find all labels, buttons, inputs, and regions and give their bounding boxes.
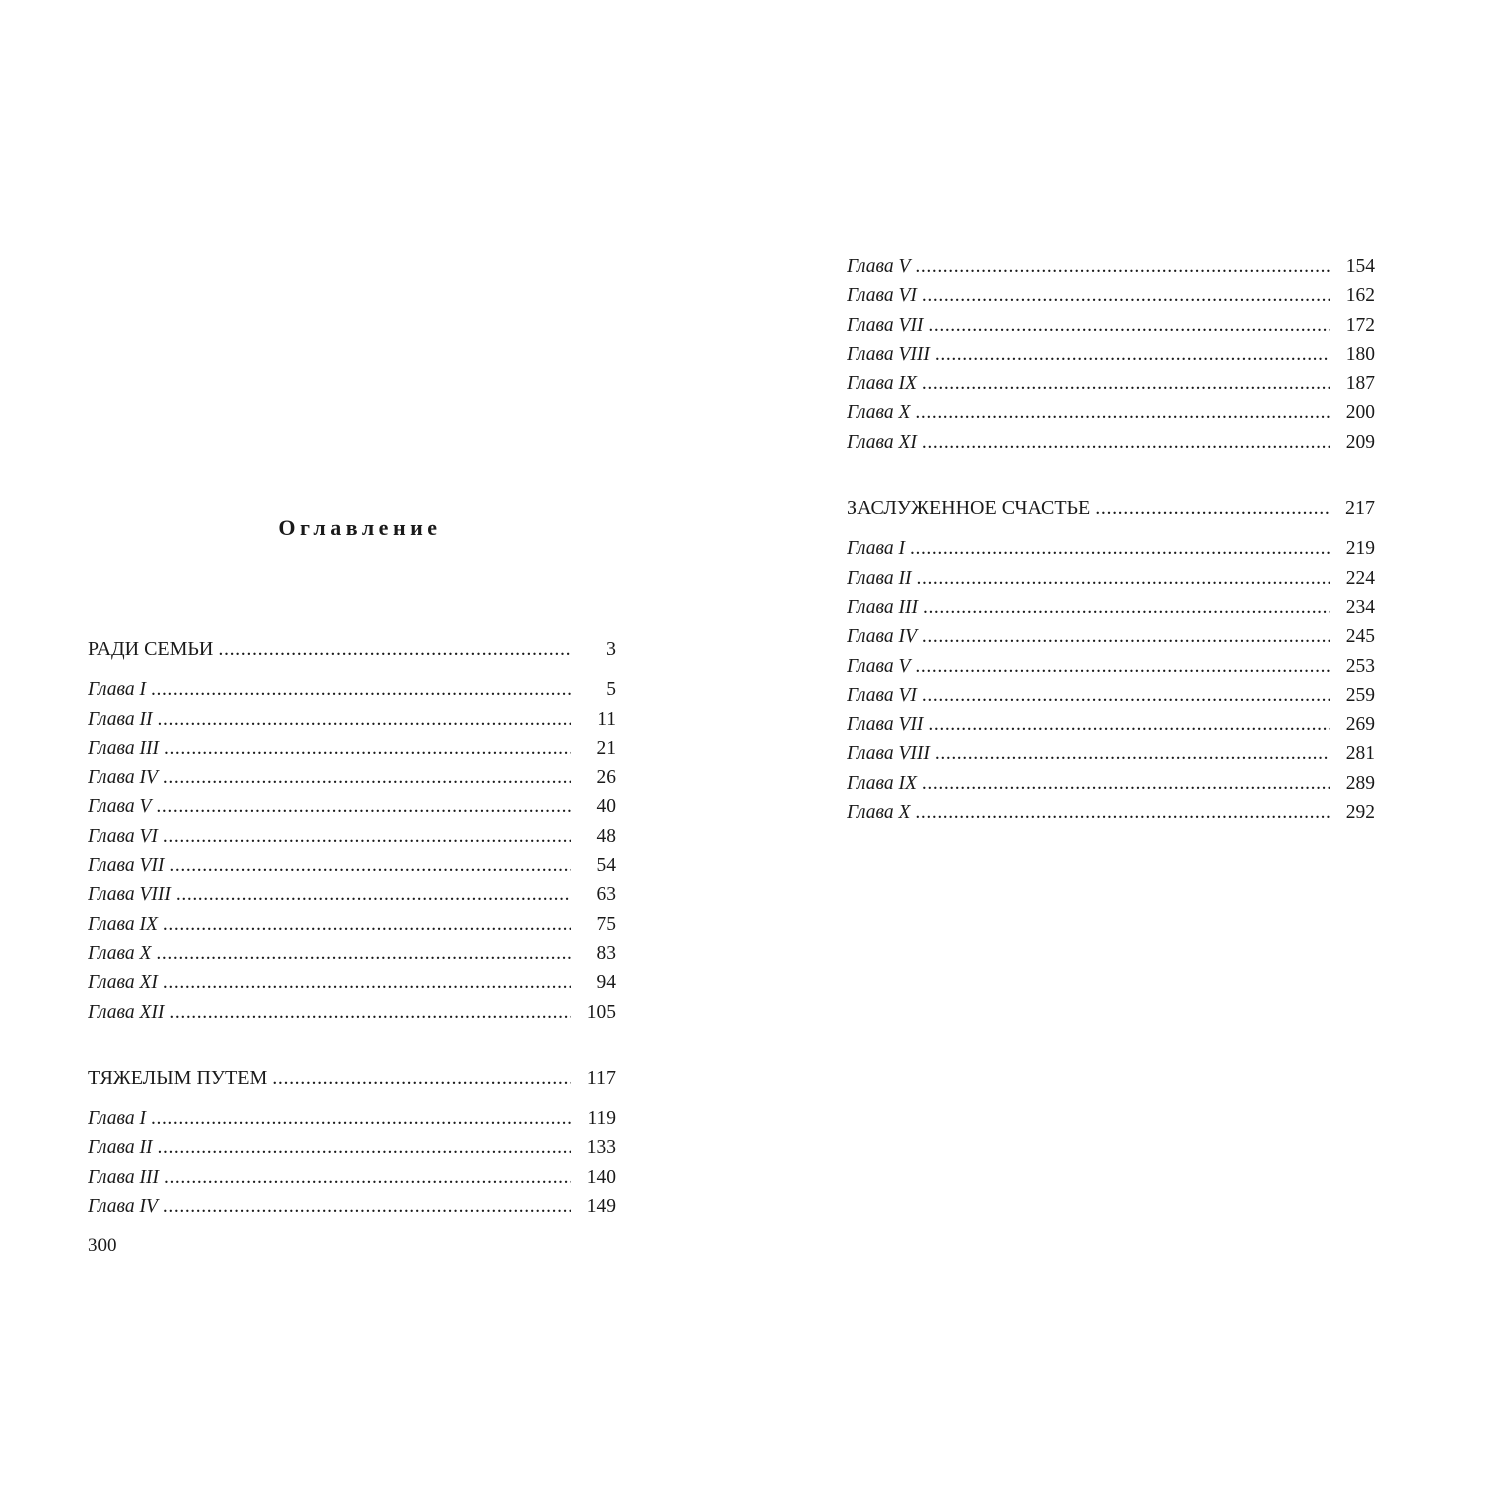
page-number-ref: 21 — [596, 737, 616, 759]
page-number-ref: 209 — [1345, 431, 1375, 453]
page-number-ref: 200 — [1345, 402, 1375, 424]
toc-entry-main — [847, 681, 1335, 710]
toc-entry-main — [847, 593, 1335, 622]
toc-chapter-entry — [88, 675, 632, 704]
dot-leader — [922, 428, 1330, 457]
page-number-ref: 40 — [596, 796, 616, 818]
dot-leader — [169, 851, 571, 880]
part-title: РАДИ СЕМЬИ — [88, 638, 214, 660]
toc-chapter-entry — [847, 798, 1391, 827]
dot-leader — [158, 705, 572, 734]
chapter-title: Глава II — [88, 708, 153, 730]
page-number-ref: 281 — [1345, 743, 1375, 765]
toc-chapter-entry — [847, 652, 1391, 681]
toc-chapter-entry — [88, 1192, 632, 1221]
page-number-ref: 75 — [596, 913, 616, 935]
chapter-title: Глава I — [88, 1108, 146, 1130]
toc-entry-main — [88, 635, 576, 664]
chapter-title: Глава III — [88, 1166, 159, 1188]
toc-chapter-entry — [88, 939, 632, 968]
toc-entry-main — [88, 675, 576, 704]
chapter-title: Глава XII — [88, 1001, 165, 1023]
dot-leader — [163, 910, 571, 939]
toc-entry-main — [88, 939, 576, 968]
toc-entry-main — [88, 1163, 576, 1192]
page-number-ref: 149 — [586, 1196, 616, 1218]
dot-leader — [176, 880, 571, 909]
toc-entry-main — [847, 494, 1335, 523]
page-number-ref: 133 — [586, 1137, 616, 1159]
page-number-ref: 259 — [1345, 684, 1375, 706]
chapter-title: Глава I — [847, 538, 905, 560]
chapter-title: Глава V — [88, 796, 152, 818]
toc-entry-main — [88, 1064, 576, 1093]
chapter-title: Глава XI — [88, 972, 158, 994]
toc-chapter-entry — [88, 968, 632, 997]
toc-chapter-entry — [88, 822, 632, 851]
toc-chapter-entry — [847, 281, 1391, 310]
page-number-ref: 119 — [587, 1108, 616, 1130]
part-title: ЗАСЛУЖЕННОЕ СЧАСТЬЕ — [847, 497, 1091, 520]
toc-entry-main — [847, 710, 1335, 739]
toc-part-entry — [88, 1064, 632, 1093]
page-number-ref: 140 — [586, 1166, 616, 1188]
toc-chapter-entry — [88, 910, 632, 939]
dot-leader — [922, 681, 1330, 710]
toc-entry-main — [847, 398, 1335, 427]
dot-leader — [922, 622, 1330, 651]
chapter-title: Глава II — [847, 567, 912, 589]
toc-right-column — [847, 252, 1391, 827]
page-number-ref: 11 — [597, 708, 616, 730]
toc-left-column — [88, 624, 632, 1221]
page-number-ref: 54 — [596, 855, 616, 877]
chapter-title: Глава IV — [847, 626, 917, 648]
dot-leader — [922, 281, 1330, 310]
toc-chapter-entry — [88, 1163, 632, 1192]
toc-entry-main — [88, 734, 576, 763]
dot-leader — [915, 798, 1330, 827]
chapter-title: Глава V — [847, 256, 911, 277]
chapter-title: Глава IX — [88, 913, 158, 935]
toc-chapter-entry — [847, 622, 1391, 651]
toc-chapter-entry — [847, 534, 1391, 563]
toc-entry-main — [847, 340, 1335, 369]
page-number-ref: 117 — [586, 1066, 616, 1089]
page-number-ref: 269 — [1345, 714, 1375, 736]
toc-chapter-entry — [88, 880, 632, 909]
page-number-ref: 245 — [1345, 626, 1375, 648]
chapter-title: Глава VII — [847, 314, 924, 336]
dot-leader — [163, 763, 571, 792]
chapter-title: Глава IX — [847, 373, 917, 395]
chapter-title: Глава I — [88, 679, 146, 701]
page-number-ref: 253 — [1345, 655, 1375, 677]
toc-chapter-entry — [88, 705, 632, 734]
toc-entry-main — [88, 851, 576, 880]
dot-leader — [151, 675, 571, 704]
dot-leader — [163, 1192, 571, 1221]
page-number-ref: 180 — [1345, 343, 1375, 365]
toc-chapter-entry — [847, 428, 1391, 457]
page-number-ref: 5 — [606, 679, 616, 701]
toc-chapter-entry — [847, 564, 1391, 593]
chapter-title: Глава II — [88, 1137, 153, 1159]
chapter-title: Глава V — [847, 655, 911, 677]
page-number-ref: 234 — [1345, 596, 1375, 618]
dot-leader — [164, 1163, 571, 1192]
chapter-title: Глава VII — [847, 714, 924, 736]
toc-entry-main — [88, 968, 576, 997]
page-number-ref: 292 — [1345, 802, 1375, 824]
chapter-title: Глава IV — [88, 767, 158, 789]
page-number-ref: 187 — [1345, 373, 1375, 395]
toc-chapter-entry — [847, 369, 1391, 398]
dot-leader — [272, 1064, 571, 1093]
toc-entry-main — [847, 798, 1335, 827]
page-number-ref: 48 — [596, 825, 616, 847]
toc-entry-main — [88, 822, 576, 851]
part-title: ТЯЖЕЛЫМ ПУТЕМ — [88, 1066, 268, 1089]
page-number-ref: 162 — [1345, 285, 1375, 307]
chapter-title: Глава III — [88, 737, 159, 759]
toc-chapter-entry — [88, 851, 632, 880]
toc-entry-main — [847, 564, 1335, 593]
chapter-title: Глава XI — [847, 431, 917, 453]
toc-entry-main — [847, 769, 1335, 798]
dot-leader — [169, 998, 571, 1027]
toc-chapter-entry — [847, 769, 1391, 798]
toc-chapter-entry — [847, 710, 1391, 739]
page-number-ref: 217 — [1345, 497, 1375, 520]
toc-part-entry — [847, 494, 1391, 523]
chapter-title: Глава X — [847, 802, 911, 824]
dot-leader — [915, 398, 1330, 427]
toc-chapter-entry — [847, 398, 1391, 427]
toc-chapter-entry — [88, 1104, 632, 1133]
toc-chapter-entry — [847, 252, 1391, 281]
toc-chapter-entry — [88, 1133, 632, 1162]
chapter-title: Глава VI — [847, 285, 917, 307]
page-number-ref: 172 — [1345, 314, 1375, 336]
dot-leader — [915, 252, 1330, 281]
chapter-title: Глава III — [847, 596, 918, 618]
dot-leader — [156, 939, 571, 968]
dot-leader — [935, 340, 1330, 369]
dot-leader — [917, 564, 1331, 593]
dot-leader — [935, 739, 1330, 768]
dot-leader — [915, 652, 1330, 681]
toc-heading: Оглавление — [278, 515, 442, 540]
toc-entry-main — [847, 311, 1335, 340]
dot-leader — [928, 311, 1330, 340]
dot-leader — [163, 968, 571, 997]
chapter-title: Глава X — [847, 402, 911, 424]
chapter-title: Глава VIII — [847, 343, 930, 365]
dot-leader — [922, 769, 1330, 798]
toc-entry-main — [847, 739, 1335, 768]
dot-leader — [922, 369, 1330, 398]
toc-entry-main — [847, 652, 1335, 681]
toc-chapter-entry — [88, 998, 632, 1027]
toc-entry-main — [88, 910, 576, 939]
page-number-ref: 3 — [606, 638, 616, 660]
page-number-ref: 94 — [596, 972, 616, 994]
toc-entry-main — [88, 880, 576, 909]
toc-part-entry — [88, 635, 632, 664]
toc-chapter-entry — [88, 734, 632, 763]
toc-entry-main — [847, 534, 1335, 563]
chapter-title: Глава IX — [847, 772, 917, 794]
chapter-title: Глава VIII — [847, 743, 930, 765]
dot-leader — [164, 734, 571, 763]
toc-chapter-entry — [88, 792, 632, 821]
dot-leader — [158, 1133, 572, 1162]
chapter-title: Глава X — [88, 942, 152, 964]
toc-entry-main — [847, 428, 1335, 457]
chapter-title: Глава VI — [88, 825, 158, 847]
chapter-title: Глава IV — [88, 1196, 158, 1218]
dot-leader — [923, 593, 1330, 622]
toc-chapter-entry — [847, 311, 1391, 340]
dot-leader — [910, 534, 1330, 563]
toc-chapter-entry — [847, 739, 1391, 768]
page-number-ref: 289 — [1345, 772, 1375, 794]
page-number: 300 — [88, 1235, 117, 1256]
toc-entry-main — [847, 281, 1335, 310]
page-number-ref: 154 — [1345, 256, 1375, 277]
toc-entry-main — [88, 1192, 576, 1221]
toc-chapter-entry — [847, 681, 1391, 710]
page-number-ref: 63 — [596, 884, 616, 906]
toc-chapter-entry — [88, 763, 632, 792]
toc-entry-main — [88, 763, 576, 792]
page-number-ref: 219 — [1345, 538, 1375, 560]
page-number-ref: 105 — [586, 1001, 616, 1023]
toc-entry-main — [88, 1133, 576, 1162]
dot-leader — [928, 710, 1330, 739]
page-number-ref: 26 — [596, 767, 616, 789]
toc-entry-main — [847, 252, 1335, 281]
page-number-ref: 224 — [1345, 567, 1375, 589]
chapter-title: Глава VIII — [88, 884, 171, 906]
dot-leader — [218, 635, 571, 664]
dot-leader — [163, 822, 571, 851]
chapter-title: Глава VI — [847, 684, 917, 706]
toc-chapter-entry — [847, 593, 1391, 622]
toc-entry-main — [88, 1104, 576, 1133]
page-number-ref: 83 — [596, 942, 616, 964]
chapter-title: Глава VII — [88, 855, 165, 877]
dot-leader — [156, 792, 571, 821]
toc-entry-main — [88, 705, 576, 734]
dot-leader — [151, 1104, 571, 1133]
dot-leader — [1095, 494, 1330, 523]
toc-entry-main — [847, 369, 1335, 398]
toc-entry-main — [88, 792, 576, 821]
toc-chapter-entry — [847, 340, 1391, 369]
toc-entry-main — [847, 622, 1335, 651]
toc-entry-main — [88, 998, 576, 1027]
